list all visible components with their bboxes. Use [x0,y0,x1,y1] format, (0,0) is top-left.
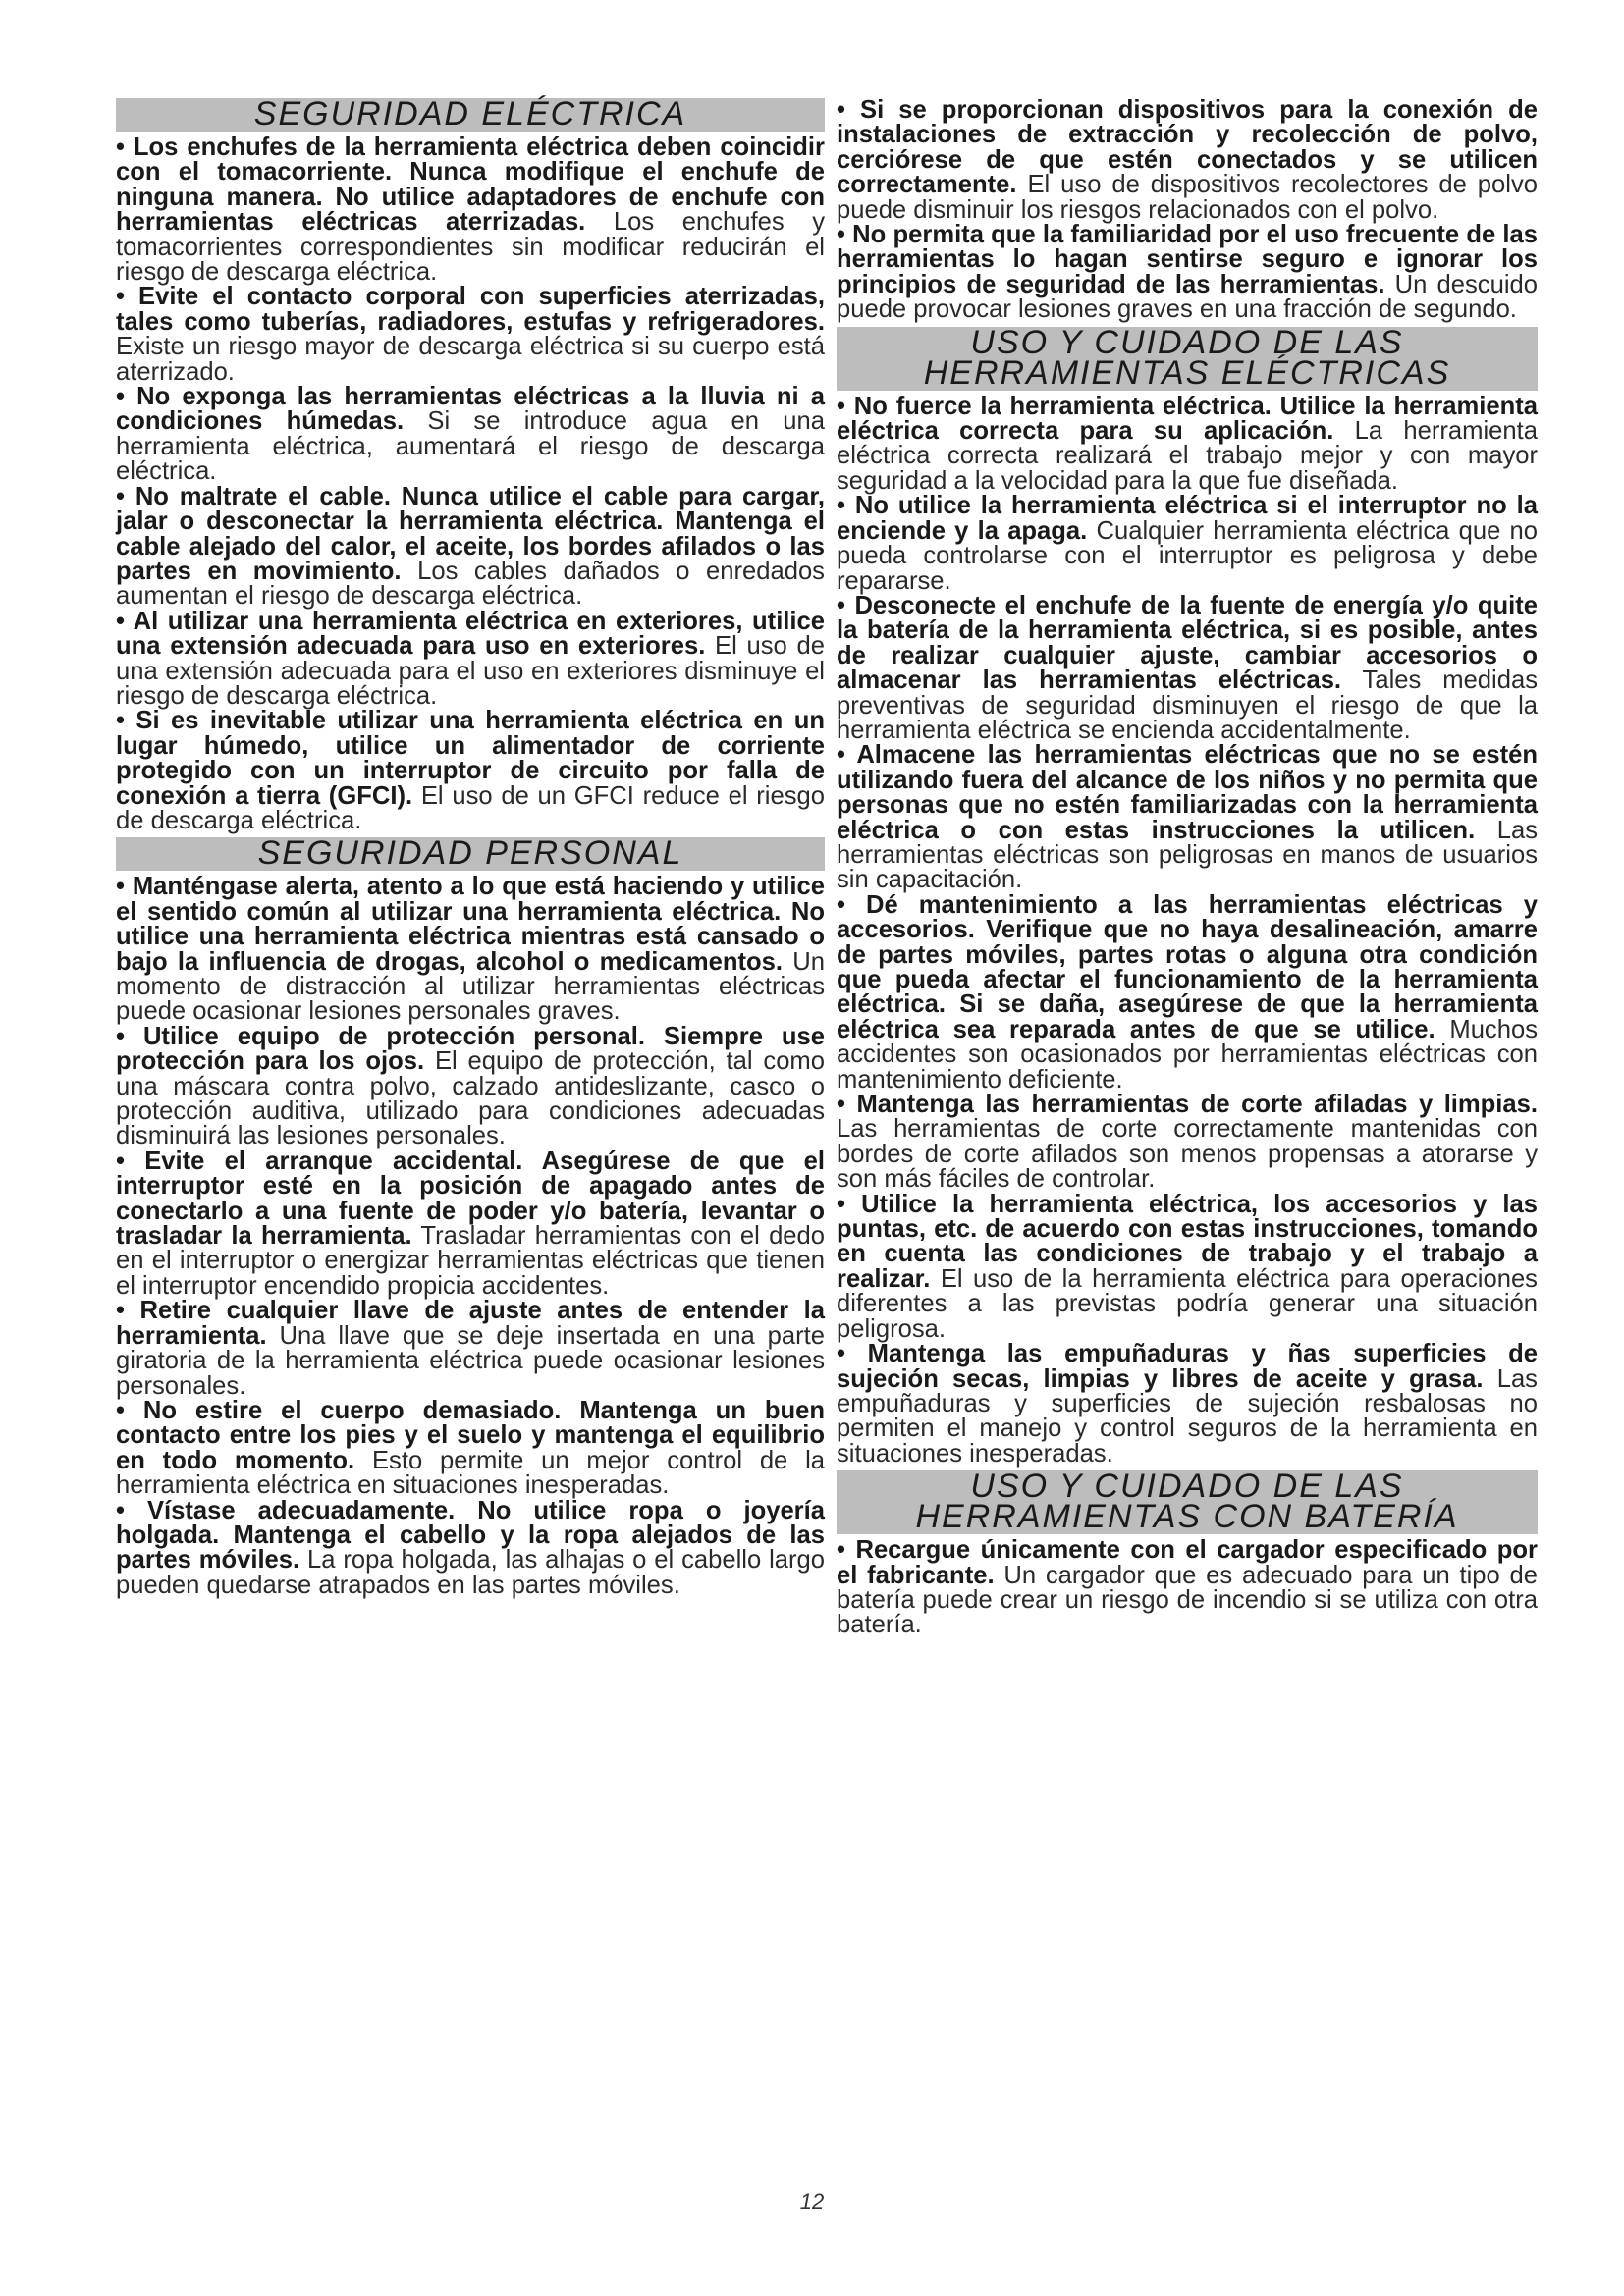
list-item [116,607,825,710]
electrical-safety-list [116,135,825,833]
bold-lead-text: No utilice la herramienta eléctrica si el interruptor no la enciende y la apaga. [837,492,1538,545]
list-item [837,1342,1538,1467]
explanation-text: Las empuñaduras y superficies de sujeción resbalosas no permiten el manejo y control seguros de la herramienta en situaciones inesperadas. [837,1364,1538,1468]
list-item [116,135,825,285]
bold-lead-text: Retire cualquier llave de ajuste antes de entender la herramienta. [116,1297,825,1350]
list-item [837,1538,1538,1638]
bold-lead-text: Evite el contacto corporal con superficies aterrizadas, tales como tuberías, radiadores, estufas y refrigeradores. [116,283,825,336]
explanation-text: Una llave que se deje insertada en una parte giratoria de la herramienta eléctrica puede ocasionar lesiones personales. [116,1321,825,1400]
bullet-icon: • [116,1396,143,1424]
bullet-icon: • [116,1496,147,1524]
bullet-icon: • [837,890,867,919]
explanation-text: El uso de la herramienta eléctrica para operaciones diferentes a las previstas podría generar una situación peligrosa. [837,1264,1538,1343]
list-item [116,482,825,611]
explanation-text: El uso de una extensión adecuada para el uso en exteriores disminuye el riesgo de descarga eléctrica. [116,632,825,710]
list-item [837,743,1538,892]
bullet-icon: • [116,607,134,635]
bold-lead-text: Mantenga las empuñaduras y ñas superficies de sujeción secas, limpias y libres de aceite y grasa. [837,1340,1538,1393]
section-heading-electrical-safety: SEGURIDAD ELÉCTRICA [116,98,825,132]
explanation-text: El uso de dispositivos recolectores de polvo puede disminuir los riesgos relacionados con el polvo. [837,171,1538,224]
bold-lead-text: Recargue únicamente con el cargador especificado por el fabricante. [837,1536,1538,1589]
explanation-text: La ropa holgada, las alhajas o el cabello largo pueden quedarse atrapados en las partes móviles. [116,1546,825,1599]
explanation-text: Un descuido puede provocar lesiones graves en una fracción de segundo. [837,270,1538,324]
bullet-icon: • [116,707,136,735]
bullet-icon: • [837,1091,857,1119]
list-item [837,1190,1538,1343]
list-item [116,1299,825,1399]
bullet-icon: • [837,96,861,124]
bullet-icon: • [116,283,139,311]
list-item [116,1496,825,1599]
bold-lead-text: No estire el cuerpo demasiado. Mantenga un buen contacto entre los pies y el suelo y mantenga el equilibrio en todo momento. [116,1396,825,1474]
list-item [116,875,825,1024]
explanation-text: Si se introduce agua en una herramienta eléctrica, aumentará el riesgo de descarga eléctrica. [116,407,825,486]
section-heading-power-tool-use: USO Y CUIDADO DE LAS HERRAMIENTAS ELÉCTRICAS [837,327,1538,391]
bullet-icon: • [837,1340,868,1368]
explanation-text: Muchos accidentes son ocasionados por herramientas eléctricas con mantenimiento deficiente. [837,1015,1538,1094]
explanation-text: El uso de un GFCI reduce el riesgo de descarga eléctrica. [116,781,825,834]
list-item [116,285,825,385]
list-item [116,709,825,833]
explanation-text: Un momento de distracción al utilizar herramientas eléctricas puede ocasionar lesiones personales graves. [116,947,825,1026]
list-item [837,591,1538,744]
left-column [116,95,826,1599]
bullet-icon: • [116,1297,140,1325]
bold-lead-text: Vístase adecuadamente. No utilice ropa o joyería holgada. Mantenga el cabello y la ropa alejados de las partes móviles. [116,1496,825,1575]
bullet-icon: • [837,591,855,619]
bold-lead-text: Manténgase alerta, atento a lo que está haciendo y utilice el sentido común al utilizar una herramienta eléctrica. No utilice una herramienta eléctrica mientras está cansado o bajo la influencia de drogas, alcohol o medicamentos. [116,873,826,976]
bullet-icon: • [116,133,134,161]
explanation-text: La herramienta eléctrica correcta realizará el trabajo mejor y con mayor seguridad a la velocidad para la que fue diseñada. [837,417,1538,495]
explanation-text: Cualquier herramienta eléctrica que no pueda controlarse con el interruptor es peligrosa y debe repararse. [837,516,1538,595]
explanation-text: Existe un riesgo mayor de descarga eléctrica si su cuerpo está aterrizado. [116,333,825,386]
bold-lead-text: Si es inevitable utilizar una herramienta eléctrica en un lugar húmedo, utilice un alimentador de corriente protegido con un interruptor de circuito por falla de conexión a tierra (GFCI). [116,707,825,810]
bold-lead-text: No permita que la familiaridad por el uso frecuente de las herramientas lo hagan sentirse seguro e ignorar los principios de seguridad de las herramientas. [837,221,1538,298]
explanation-text: Trasladar herramientas con el dedo en el interruptor o energizar herramientas eléctricas que tienen el interruptor encendido propicia accidentes. [116,1222,826,1300]
list-item [116,1396,825,1500]
bold-lead-text: No exponga las herramientas eléctricas a la lluvia ni a condiciones húmedas. [116,383,825,436]
list-item [837,223,1538,323]
bullet-icon: • [116,873,133,901]
page-number: 12 [799,2189,825,2214]
explanation-text: Un cargador que es adecuado para un tipo de batería puede crear un riesgo de incendio si se utiliza con otra batería. [837,1561,1538,1639]
explanation-text: Los cables dañados o enredados aumentan el riesgo de descarga eléctrica. [116,557,825,611]
bold-lead-text: Dé mantenimiento a las herramientas eléctricas y accesorios. Verifique que no haya desalineación, amarre de partes móviles, partes rotas o alguna otra condición que pueda afectar el funcionamiento de la herramienta eléctrica. Si se daña, asegúrese de que la herramienta eléctrica sea reparada antes de que se utilice. [837,890,1538,1043]
bold-lead-text: Utilice la herramienta eléctrica, los accesorios y las puntas, etc. de acuerdo con estas instrucciones, tomando en cuenta las condiciones de trabajo y el trabajo a realizar. [837,1190,1538,1293]
bold-lead-text: Al utilizar una herramienta eléctrica en exteriores, utilice una extensión adecuada para uso en exteriores. [116,607,825,661]
bullet-icon: • [116,1022,143,1050]
bullet-icon: • [837,221,853,249]
bullet-icon: • [116,482,135,510]
list-item [837,98,1538,223]
bullet-icon: • [837,1190,862,1218]
bold-lead-text: Desconecte el enchufe de la fuente de energía y/o quite la batería de la herramienta eléctrica, si es posible, antes de realizar cualquier ajuste, cambiar accesorios o almacenar las herramientas eléctricas. [837,591,1538,695]
bold-lead-text: No maltrate el cable. Nunca utilice el cable para cargar, jalar o desconectar la herramienta eléctrica. Mantenga el cable alejado del calor, el aceite, los bordes afilados o las partes en movimiento. [116,482,825,585]
list-item [837,494,1538,594]
list-item [837,1093,1538,1193]
dust-safety-list [837,98,1538,323]
section-heading-personal-safety: SEGURIDAD PERSONAL [116,837,825,871]
bullet-icon: • [837,392,854,420]
explanation-text: Las herramientas eléctricas son peligrosas en manos de usuarios sin capacitación. [837,816,1538,894]
bullet-icon: • [837,1536,856,1565]
personal-safety-list [116,875,825,1598]
explanation-text: Tales medidas preventivas de seguridad disminuyen el riesgo de que la herramienta eléctrica se encienda accidentalmente. [837,667,1538,744]
explanation-text: Esto permite un mejor control de la herramienta eléctrica en situaciones inesperadas. [116,1446,825,1500]
list-item [116,1149,825,1299]
list-item [116,385,825,485]
list-item [837,890,1538,1094]
bullet-icon: • [837,492,855,520]
bold-lead-text: Evite el arranque accidental. Asegúrese de que el interruptor esté en la posición de apagado antes de conectarlo a una fuente de poder y/o batería, levantar o trasladar la herramienta. [116,1147,825,1251]
bold-lead-text: Utilice equipo de protección personal. Siempre use protección para los ojos. [116,1022,826,1076]
bullet-icon: • [116,1147,145,1175]
list-item [837,392,1538,495]
list-item [116,1022,826,1150]
explanation-text: Los enchufes y tomacorrientes correspondientes sin modificar reducirán el riesgo de descarga eléctrica. [116,208,825,287]
bold-lead-text: No fuerce la herramienta eléctrica. Utilice la herramienta eléctrica correcta para su aplicación. [837,392,1538,446]
bold-lead-text: Mantenga las herramientas de corte afiladas y limpias. [856,1091,1538,1119]
right-column [837,98,1538,1638]
battery-tool-use-list [837,1538,1538,1638]
bold-lead-text: Almacene las herramientas eléctricas que no se estén utilizando fuera del alcance de los niños y no permita que personas que no estén familiarizadas con la herramienta eléctrica o con estas instrucciones la utilicen. [837,741,1538,844]
explanation-text: Las herramientas de corte correctamente mantenidas con bordes de corte afilados son menos propensas a atorarse y son más fáciles de controlar. [837,1115,1538,1194]
bold-lead-text: Los enchufes de la herramienta eléctrica deben coincidir con el tomacorriente. Nunca modifique el enchufe de ninguna manera. No utilice adaptadores de enchufe con herramientas eléctricas aterrizadas. [116,133,825,237]
explanation-text: El equipo de protección, tal como una máscara contra polvo, calzado antideslizante, casco o protección auditiva, utilizado para condiciones adecuadas disminuirá las lesiones personales. [116,1047,825,1150]
bold-lead-text: Si se proporcionan dispositivos para la conexión de instalaciones de extracción y recolección de polvo, cerciórese de que estén conectados y se utilicen correctamente. [837,96,1538,199]
section-heading-battery-tool-use: USO Y CUIDADO DE LAS HERRAMIENTAS CON BATERÍA [837,1470,1538,1534]
power-tool-use-list [837,392,1538,1468]
bullet-icon: • [116,383,137,411]
bullet-icon: • [837,741,857,770]
